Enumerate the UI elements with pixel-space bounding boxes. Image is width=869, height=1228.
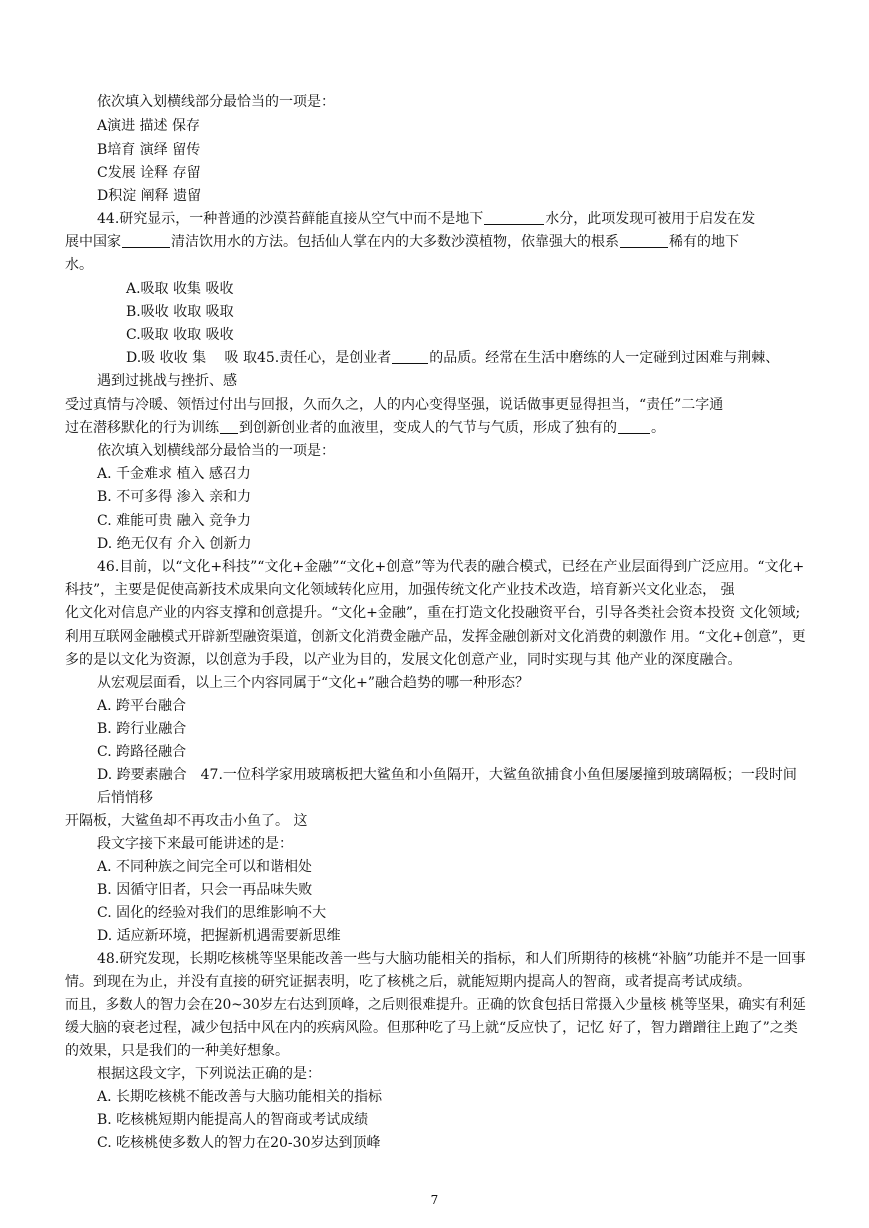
question-prompt: 根据这段文字，下列说法正确的是： (97, 1066, 321, 1082)
question-prompt: 段文字接下来最可能讲述的是： (97, 836, 293, 852)
q46-option-b: B. 跨行业融合 (97, 721, 187, 737)
q46-line-3: 化文化对信息产业的内容支撑和创意提升。“文化+金融”，重在打造文化投融资平台，引导各类社会资本投资 文化领域; (65, 605, 801, 621)
q48-line-2: 情。到现在为止，并没有直接的研究证据表明，吃了核桃之后，就能短期内提高人的智商，或者提高考试成绩。 (65, 974, 751, 990)
option-b: B培育 演绎 留传 (97, 142, 201, 158)
q46-line-1: 46.目前，以“文化+科技”“文化+金融”“文化+创意”等为代表的融合模式，已经在产业层面得到广泛应用。“文化+ (97, 559, 805, 575)
q45-option-a: A. 千金难求 植入 感召力 (97, 466, 251, 482)
q45-line-2: 受过真情与冷暖、领悟过付出与回报，久而久之，人的内心变得坚强，说话做事更显得担当，“责任”二字通 (65, 397, 724, 413)
fill-blank (620, 233, 668, 248)
fill-blank (220, 419, 238, 434)
question-prompt: 依次填入划横线部分最恰当的一项是： (97, 94, 335, 110)
q48-option-a: A. 长期吃核桃不能改善与大脑功能相关的指标 (97, 1089, 383, 1105)
q48-line-5: 的效果，只是我们的一种美好想象。 (65, 1043, 289, 1059)
q45-option-d: D. 绝无仅有 介入 创新力 (97, 536, 252, 552)
q47-option-d: D. 适应新环境，把握新机遇需要新思维 (97, 928, 341, 944)
question-prompt: 依次填入划横线部分最恰当的一项是： (97, 443, 335, 459)
q48-option-b: B. 吃核桃短期内能提高人的智商或考试成绩 (97, 1112, 369, 1128)
q47-option-a: A. 不同种族之间完全可以和谐相处 (97, 859, 313, 875)
q48-line-3: 而且，多数人的智力会在20~30岁左右达到顶峰，之后则很难提升。正确的饮食包括日常摄入少量核 桃等坚果，确实有利延 (65, 997, 806, 1013)
q44-line-2: 展中国家 清洁饮用水的方法。包括仙人掌在内的大多数沙漠植物，依靠强大的根系 稀有的地下 (65, 234, 739, 250)
option-a: A演进 描述 保存 (97, 118, 201, 134)
q45-line-1: 遇到过挑战与挫折、感 (97, 373, 237, 389)
q46-option-c: C. 跨路径融合 (97, 744, 187, 760)
q46-option-a: A. 跨平台融合 (97, 698, 187, 714)
fill-blank (392, 349, 428, 364)
q46-line-5: 多的是以文化为资源，以创意为手段，以产业为目的，发展文化创意产业，同时实现与其 他产业的深度融合。 (65, 652, 742, 668)
q44-option-a: A.吸取 收集 吸收 (126, 281, 234, 297)
fill-blank (618, 419, 650, 434)
q46-line-4: 利用互联网金融模式开辟新型融资渠道，创新文化消费金融产品，发挥金融创新对文化消费的刺激作 用。“文化+创意”，更 (65, 629, 806, 645)
option-d: D积淀 阐释 遗留 (97, 188, 202, 204)
q45-line-3: 过在潜移默化的行为训练 到创新创业者的血液里，变成人的气节与气质，形成了独有的 。 (65, 420, 665, 436)
q48-line-1: 48.研究发现，长期吃核桃等坚果能改善一些与大脑功能相关的指标，和人们所期待的核桃“补脑”功能并不是一回事 (97, 951, 806, 967)
fill-blank (484, 210, 544, 225)
fill-blank (122, 233, 170, 248)
q45-option-b: B. 不可多得 渗入 亲和力 (97, 489, 252, 505)
q44-line-3: 水。 (65, 257, 93, 273)
q47-option-c: C. 固化的经验对我们的思维影响不大 (97, 905, 327, 921)
q44-line-1: 44.研究显示，一种普通的沙漠苔藓能直接从空气中而不是地下 水分，此项发现可被用于启发在发 (97, 211, 756, 227)
q48-line-4: 缓大脑的衰老过程，减少包括中风在内的疾病风险。但那种吃了马上就“反应快了，记忆 好了，智力蹭蹭往上跑了”之类 (65, 1020, 798, 1036)
page-number: 7 (430, 1193, 439, 1207)
q45-option-c: C. 难能可贵 融入 竞争力 (97, 513, 252, 529)
q46-line-2: 科技”，主要是促使高新技术成果向文化领域转化应用，加强传统文化产业技术改造，培育新兴文化业态， 强 (65, 582, 735, 598)
option-c: C发展 诠释 存留 (97, 165, 201, 181)
q47-line-2: 开隔板，大鲨鱼却不再攻击小鱼了。 这 (65, 813, 308, 829)
q44-option-c: C.吸取 收取 吸收 (126, 327, 234, 343)
q47-option-b: B. 因循守旧者，只会一再品味失败 (97, 882, 313, 898)
q47-line-1: 后悄悄移 (97, 790, 153, 806)
question-prompt: 从宏观层面看，以上三个内容同属于“文化+”融合趋势的哪一种形态？ (97, 675, 530, 691)
q46-option-d: D. 跨要素融合 47.一位科学家用玻璃板把大鲨鱼和小鱼隔开，大鲨鱼欲捕食小鱼但屡屡撞到玻璃隔板；一段时间 (97, 767, 797, 783)
q44-option-d: D.吸 收收 集 吸 取45.责任心，是创业者 的品质。经常在生活中磨练的人一定碰到过困难与荆棘、 (126, 350, 780, 366)
q48-option-c: C. 吃核桃使多数人的智力在20-30岁达到顶峰 (97, 1135, 381, 1151)
q44-option-b: B.吸收 收取 吸取 (126, 304, 234, 320)
